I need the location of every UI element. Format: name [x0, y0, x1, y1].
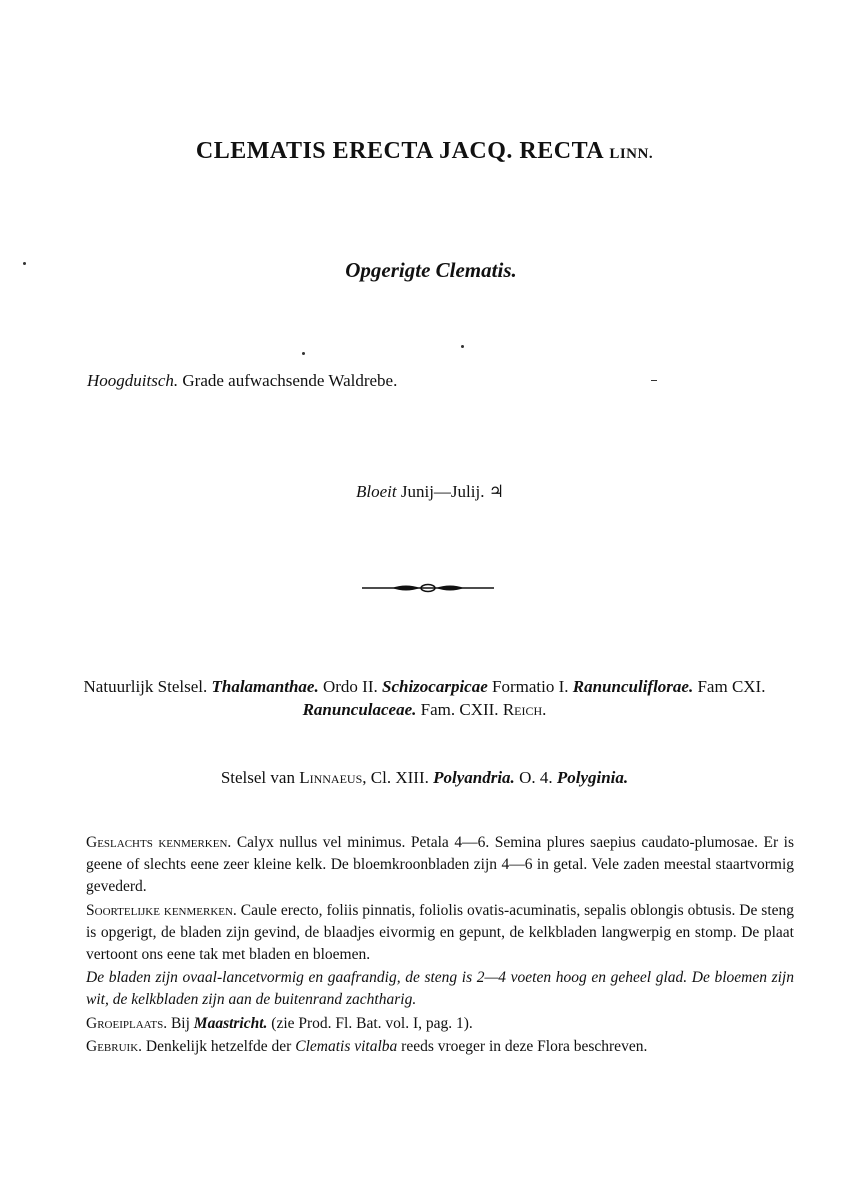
linnaeus-name: Linnaeus,	[299, 768, 367, 787]
fam-number-2: Fam. CXII.	[420, 700, 499, 719]
ordo-label: Ordo II.	[322, 677, 378, 696]
use	[86, 1036, 794, 1058]
family-author: Reich.	[502, 700, 547, 719]
use-label: Gebruik.	[86, 1037, 143, 1055]
species-label: Soortelijke kenmerken.	[86, 901, 237, 919]
page-subtitle: Opgerigte Clematis.	[345, 258, 517, 282]
habitat-reference: (zie Prod. Fl. Bat. vol. I, pag. 1).	[271, 1014, 473, 1032]
linnaean-class: Cl. XIII.	[370, 768, 429, 787]
habitat	[86, 1013, 794, 1035]
german-name-text: Grade aufwachsende Waldrebe.	[182, 371, 398, 390]
flowering-label: Bloeit	[356, 482, 397, 501]
family-name: Ranunculaceae.	[302, 700, 417, 719]
species-text: Caule erecto, foliis pinnatis, foliolis ovatis-acuminatis, sepalis oblongis obtusis. De steng is opgerigt, de bladen zijn gevind, de blaadjes eivormig en gepunt, de kelkbladen langwerpig en stomp. De plaat vertoont ons eene tak met bladen en bloemen.	[86, 901, 795, 964]
linnaean-prefix: Stelsel van	[220, 768, 295, 787]
formatio-label: Formatio I.	[492, 677, 569, 696]
title-author: LINN.	[609, 146, 654, 162]
page-title	[0, 138, 849, 165]
genus-label: Geslachts kenmerken.	[86, 834, 232, 851]
formatio-name: Ranunculiflorae.	[572, 677, 694, 696]
german-name	[87, 371, 397, 391]
natural-system-line-2	[0, 700, 849, 720]
paper-speck	[651, 380, 657, 381]
description-body	[86, 832, 794, 1058]
paper-speck	[302, 352, 305, 355]
title-main: CLEMATIS ERECTA JACQ. RECTA	[195, 138, 603, 164]
paper-speck	[461, 345, 464, 348]
german-name-label: Hoogduitsch.	[87, 371, 179, 390]
use-prefix: Denkelijk hetzelfde der	[145, 1037, 292, 1055]
use-rest: reeds vroeger in deze Flora beschreven.	[401, 1037, 648, 1055]
ordo-name: Schizocarpicae	[381, 677, 488, 696]
species-characters	[86, 900, 794, 967]
paper-speck	[23, 262, 26, 265]
genus-text: Calyx nullus vel minimus. Petala 4—6. Semina plures saepius caudato-plumosae. Er is geene of slechts eene zeer kleine kelk. De bloemkroonbladen zijn 4—6 in getal. Vele zaden meestal staartvormig gevederd.	[86, 834, 794, 896]
natural-system-prefix: Natuurlijk Stelsel.	[83, 677, 208, 696]
use-species: Clematis vitalba	[295, 1037, 398, 1055]
natural-system-class: Thalamanthae.	[211, 677, 319, 696]
habitat-prefix: Bij	[170, 1014, 190, 1032]
natural-system-line-1	[0, 677, 849, 697]
habitat-label: Groeiplaats.	[86, 1014, 168, 1032]
linnaean-order: O. 4.	[519, 768, 553, 787]
ornament-divider	[362, 582, 494, 594]
genus-characters	[86, 832, 794, 899]
plant-description: De bladen zijn ovaal-lancetvormig en gaafrandig, de steng is 2—4 voeten hoog en geheel glad. De bloemen zijn wit, de kelkbladen zijn aan de buitenrand zachtharig.	[86, 969, 794, 1009]
flowering	[356, 482, 504, 502]
flowering-text: Junij—Julij.	[400, 482, 485, 501]
fam-number: Fam CXI.	[697, 677, 766, 696]
linnaean-order-name: Polyginia.	[556, 768, 629, 787]
habitat-place: Maastricht.	[193, 1014, 268, 1032]
perennial-symbol: ♃	[488, 482, 504, 501]
linnaean-system	[0, 768, 849, 788]
linnaean-class-name: Polyandria.	[433, 768, 515, 787]
